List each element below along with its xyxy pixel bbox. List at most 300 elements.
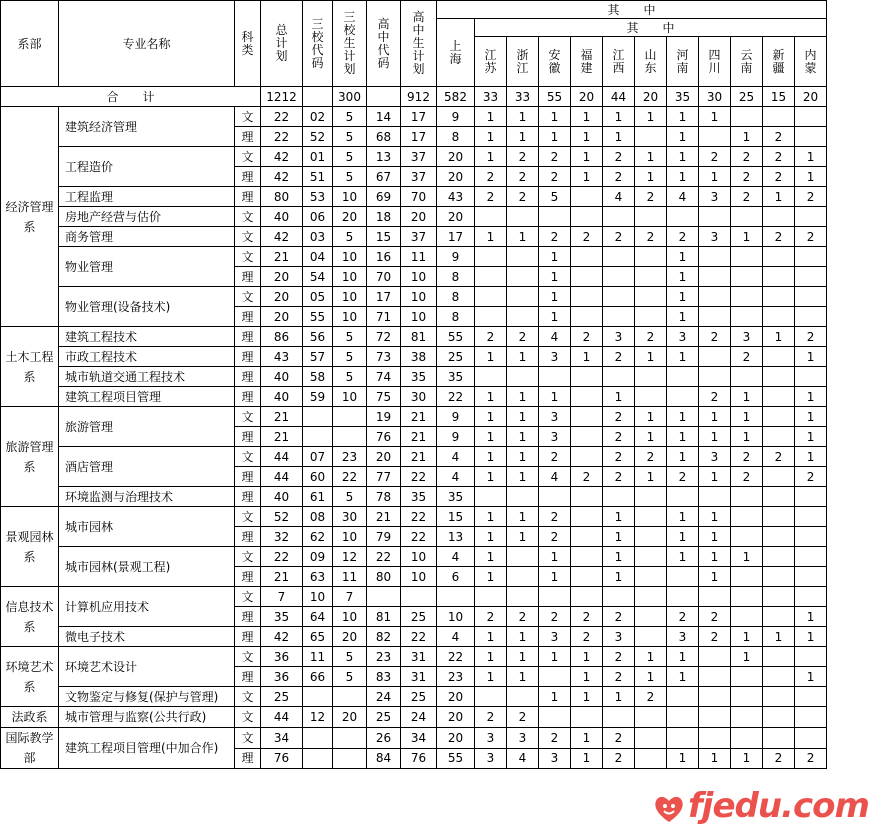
data-cell <box>795 367 827 387</box>
data-cell <box>571 427 603 447</box>
data-cell <box>507 287 539 307</box>
data-cell <box>763 667 795 687</box>
data-cell: 8 <box>437 307 475 327</box>
data-cell: 5 <box>539 187 571 207</box>
data-cell <box>763 407 795 427</box>
data-cell: 68 <box>367 127 401 147</box>
data-cell: 4 <box>507 748 539 769</box>
data-cell: 20 <box>333 707 367 728</box>
data-cell: 2 <box>731 467 763 487</box>
data-cell: 理 <box>235 267 261 287</box>
data-cell: 1 <box>507 527 539 547</box>
header-province <box>763 37 795 87</box>
data-cell: 2 <box>699 147 731 167</box>
data-cell <box>401 587 437 607</box>
data-cell: 1 <box>635 167 667 187</box>
data-cell: 35 <box>401 487 437 507</box>
data-cell: 1 <box>507 507 539 527</box>
major-cell: 建筑工程项目管理(中加合作) <box>59 728 235 769</box>
data-cell: 1 <box>763 187 795 207</box>
data-cell <box>303 427 333 447</box>
data-cell: 1 <box>507 467 539 487</box>
data-cell <box>763 387 795 407</box>
data-cell: 1 <box>667 427 699 447</box>
data-cell <box>635 267 667 287</box>
totals-cell: 33 <box>507 87 539 107</box>
data-cell: 1 <box>667 167 699 187</box>
data-cell: 1 <box>475 667 507 687</box>
data-cell <box>475 587 507 607</box>
data-cell: 2 <box>635 227 667 247</box>
data-cell: 2 <box>475 327 507 347</box>
data-cell <box>603 367 635 387</box>
data-cell: 文 <box>235 647 261 667</box>
header-province <box>475 37 507 87</box>
data-cell: 1 <box>731 427 763 447</box>
data-cell <box>571 187 603 207</box>
data-cell: 5 <box>333 367 367 387</box>
data-cell <box>763 247 795 267</box>
data-cell: 2 <box>475 187 507 207</box>
data-cell <box>795 267 827 287</box>
data-cell: 1 <box>667 307 699 327</box>
data-cell: 2 <box>731 147 763 167</box>
totals-cell: 55 <box>539 87 571 107</box>
data-cell: 3 <box>539 627 571 647</box>
data-cell <box>763 467 795 487</box>
data-cell: 67 <box>367 167 401 187</box>
data-cell: 71 <box>367 307 401 327</box>
data-cell: 2 <box>539 607 571 627</box>
major-cell: 建筑工程项目管理 <box>59 387 235 407</box>
header-qizhong-2: 其 中 <box>475 19 827 37</box>
data-cell: 06 <box>303 207 333 227</box>
data-cell: 11 <box>401 247 437 267</box>
header-province-text: 江苏 <box>484 47 497 75</box>
data-cell <box>635 367 667 387</box>
data-cell <box>763 607 795 627</box>
data-cell <box>539 667 571 687</box>
header-province <box>667 37 699 87</box>
data-cell: 2 <box>795 187 827 207</box>
table-row <box>1 187 827 207</box>
data-cell <box>603 207 635 227</box>
data-cell <box>603 707 635 728</box>
data-cell: 05 <box>303 287 333 307</box>
major-cell: 城市园林(景观工程) <box>59 547 235 587</box>
data-cell <box>635 287 667 307</box>
data-cell <box>367 587 401 607</box>
data-cell <box>571 387 603 407</box>
data-cell: 22 <box>401 527 437 547</box>
data-cell: 1 <box>475 407 507 427</box>
data-cell: 6 <box>437 567 475 587</box>
data-cell: 2 <box>507 187 539 207</box>
data-cell: 53 <box>303 187 333 207</box>
data-cell: 1 <box>731 387 763 407</box>
data-cell: 2 <box>603 667 635 687</box>
data-cell <box>699 287 731 307</box>
data-cell: 1 <box>507 627 539 647</box>
data-cell: 3 <box>699 447 731 467</box>
data-cell: 1 <box>699 567 731 587</box>
data-cell <box>731 607 763 627</box>
data-cell <box>571 247 603 267</box>
data-cell <box>475 267 507 287</box>
data-cell: 61 <box>303 487 333 507</box>
data-cell <box>571 567 603 587</box>
data-cell: 2 <box>571 607 603 627</box>
data-cell: 25 <box>401 687 437 707</box>
data-cell: 31 <box>401 667 437 687</box>
data-cell: 2 <box>795 227 827 247</box>
header-three-plan <box>333 1 367 87</box>
data-cell: 1 <box>795 427 827 447</box>
data-cell <box>635 567 667 587</box>
data-cell: 2 <box>763 167 795 187</box>
data-cell <box>731 487 763 507</box>
data-cell: 2 <box>475 707 507 728</box>
data-cell: 08 <box>303 507 333 527</box>
data-cell <box>303 728 333 749</box>
data-cell: 40 <box>261 207 303 227</box>
data-cell <box>795 567 827 587</box>
data-cell: 20 <box>261 307 303 327</box>
data-cell: 1 <box>731 647 763 667</box>
data-cell <box>571 707 603 728</box>
header-dept: 系部 <box>1 1 59 87</box>
data-cell: 1 <box>539 267 571 287</box>
data-cell <box>667 587 699 607</box>
header-total-plan-text: 总计划 <box>275 23 288 63</box>
data-cell <box>571 547 603 567</box>
data-cell: 1 <box>795 407 827 427</box>
department-cell: 国际教学部 <box>1 728 59 769</box>
header-three-code-text: 三校代码 <box>311 16 324 70</box>
data-cell: 1 <box>795 667 827 687</box>
data-cell <box>539 207 571 227</box>
department-cell: 环境艺术系 <box>1 647 59 707</box>
data-cell: 2 <box>475 167 507 187</box>
major-cell: 微电子技术 <box>59 627 235 647</box>
data-cell: 1 <box>763 627 795 647</box>
data-cell: 1 <box>795 447 827 467</box>
data-cell: 18 <box>367 207 401 227</box>
data-cell: 31 <box>401 647 437 667</box>
data-cell <box>699 247 731 267</box>
data-cell: 2 <box>571 467 603 487</box>
data-cell: 文 <box>235 728 261 749</box>
data-cell <box>731 527 763 547</box>
data-cell <box>635 207 667 227</box>
data-cell: 20 <box>437 728 475 749</box>
header-province-text: 河南 <box>676 47 689 75</box>
data-cell: 34 <box>261 728 303 749</box>
data-cell: 理 <box>235 567 261 587</box>
department-cell: 景观园林系 <box>1 507 59 587</box>
data-cell: 1 <box>603 107 635 127</box>
data-cell: 20 <box>437 207 475 227</box>
data-cell: 1 <box>603 567 635 587</box>
data-cell: 理 <box>235 127 261 147</box>
data-cell: 40 <box>261 387 303 407</box>
data-cell: 1 <box>475 527 507 547</box>
data-cell: 4 <box>437 467 475 487</box>
data-cell: 文 <box>235 687 261 707</box>
data-cell: 76 <box>401 748 437 769</box>
data-cell: 2 <box>603 347 635 367</box>
data-cell: 23 <box>437 667 475 687</box>
data-cell: 文 <box>235 107 261 127</box>
data-cell: 文 <box>235 147 261 167</box>
major-cell: 城市轨道交通工程技术 <box>59 367 235 387</box>
data-cell: 2 <box>763 447 795 467</box>
data-cell <box>475 687 507 707</box>
heart-icon <box>652 792 686 826</box>
data-cell: 1 <box>667 347 699 367</box>
data-cell <box>571 307 603 327</box>
data-cell: 79 <box>367 527 401 547</box>
data-cell <box>763 347 795 367</box>
totals-cell: 20 <box>635 87 667 107</box>
data-cell: 1 <box>571 147 603 167</box>
data-cell: 36 <box>261 647 303 667</box>
data-cell: 64 <box>303 607 333 627</box>
data-cell: 1 <box>571 347 603 367</box>
data-cell <box>333 407 367 427</box>
department-cell: 法政系 <box>1 707 59 728</box>
totals-cell: 582 <box>437 87 475 107</box>
data-cell: 1 <box>795 167 827 187</box>
major-cell: 市政工程技术 <box>59 347 235 367</box>
data-cell: 理 <box>235 748 261 769</box>
data-cell: 86 <box>261 327 303 347</box>
data-cell: 1 <box>475 387 507 407</box>
header-province <box>507 37 539 87</box>
header-province-text: 四川 <box>708 47 721 75</box>
data-cell <box>699 687 731 707</box>
data-cell <box>667 367 699 387</box>
data-cell <box>763 287 795 307</box>
data-cell: 13 <box>367 147 401 167</box>
data-cell: 1 <box>539 287 571 307</box>
table-row <box>1 147 827 167</box>
data-cell: 1 <box>699 507 731 527</box>
data-cell: 1 <box>603 507 635 527</box>
data-cell: 23 <box>367 647 401 667</box>
data-cell: 文 <box>235 227 261 247</box>
data-cell: 1 <box>667 147 699 167</box>
data-cell: 1 <box>795 607 827 627</box>
data-cell: 2 <box>795 467 827 487</box>
data-cell: 3 <box>699 187 731 207</box>
totals-cell: 30 <box>699 87 731 107</box>
data-cell: 04 <box>303 247 333 267</box>
data-cell: 70 <box>401 187 437 207</box>
data-cell <box>303 407 333 427</box>
data-cell: 2 <box>603 748 635 769</box>
totals-cell: 300 <box>333 87 367 107</box>
data-cell: 11 <box>303 647 333 667</box>
data-cell: 3 <box>731 327 763 347</box>
header-category <box>235 1 261 87</box>
table-row <box>1 647 827 667</box>
data-cell: 44 <box>261 467 303 487</box>
header-three-plan-text: 三校生计划 <box>343 10 356 76</box>
header-province-text: 内蒙 <box>804 47 817 75</box>
table-row <box>1 407 827 427</box>
data-cell: 15 <box>437 507 475 527</box>
data-cell: 1 <box>475 647 507 667</box>
data-cell: 5 <box>333 487 367 507</box>
data-cell: 1 <box>539 247 571 267</box>
data-cell <box>795 127 827 147</box>
data-cell: 10 <box>401 307 437 327</box>
data-cell <box>635 587 667 607</box>
data-cell: 35 <box>401 367 437 387</box>
data-cell: 37 <box>401 227 437 247</box>
data-cell: 10 <box>401 267 437 287</box>
data-cell: 42 <box>261 147 303 167</box>
data-cell: 2 <box>507 327 539 347</box>
data-cell: 文 <box>235 247 261 267</box>
data-cell <box>763 647 795 667</box>
major-cell: 建筑经济管理 <box>59 107 235 147</box>
data-cell: 1 <box>603 547 635 567</box>
data-cell <box>763 547 795 567</box>
data-cell: 57 <box>303 347 333 367</box>
data-cell: 理 <box>235 347 261 367</box>
data-cell: 2 <box>603 728 635 749</box>
data-cell: 15 <box>367 227 401 247</box>
data-cell <box>699 728 731 749</box>
data-cell <box>731 207 763 227</box>
data-cell: 1 <box>635 107 667 127</box>
data-cell: 1 <box>731 227 763 247</box>
data-cell: 5 <box>333 147 367 167</box>
major-cell: 建筑工程技术 <box>59 327 235 347</box>
major-cell: 工程监理 <box>59 187 235 207</box>
data-cell <box>731 287 763 307</box>
data-cell <box>667 567 699 587</box>
major-cell: 城市管理与监察(公共行政) <box>59 707 235 728</box>
data-cell: 36 <box>261 667 303 687</box>
totals-label: 合 计 <box>1 87 261 107</box>
data-cell: 02 <box>303 107 333 127</box>
data-cell: 2 <box>635 187 667 207</box>
data-cell <box>475 207 507 227</box>
data-cell: 1 <box>571 667 603 687</box>
data-cell: 4 <box>437 547 475 567</box>
data-cell: 1 <box>667 287 699 307</box>
data-cell: 2 <box>603 147 635 167</box>
data-cell <box>475 307 507 327</box>
data-cell <box>635 547 667 567</box>
data-cell <box>731 107 763 127</box>
data-cell: 1 <box>603 687 635 707</box>
data-cell: 43 <box>261 347 303 367</box>
header-province-text: 安徽 <box>548 47 561 75</box>
data-cell <box>763 427 795 447</box>
data-cell: 1 <box>539 547 571 567</box>
data-cell <box>699 587 731 607</box>
table-row <box>1 487 827 507</box>
data-cell: 81 <box>367 607 401 627</box>
data-cell: 10 <box>333 267 367 287</box>
data-cell: 4 <box>539 467 571 487</box>
data-cell: 1 <box>699 467 731 487</box>
data-cell: 1 <box>539 387 571 407</box>
data-cell <box>571 367 603 387</box>
header-province-text: 福建 <box>580 47 593 75</box>
data-cell: 72 <box>367 327 401 347</box>
data-cell: 30 <box>333 507 367 527</box>
table-row <box>1 387 827 407</box>
data-cell: 11 <box>333 567 367 587</box>
data-cell <box>635 748 667 769</box>
data-cell: 21 <box>401 447 437 467</box>
header-province <box>571 37 603 87</box>
data-cell: 21 <box>401 407 437 427</box>
totals-cell: 912 <box>401 87 437 107</box>
data-cell <box>699 647 731 667</box>
data-cell <box>667 387 699 407</box>
table-row <box>1 627 827 647</box>
data-cell <box>571 587 603 607</box>
data-cell: 9 <box>437 247 475 267</box>
table-row <box>1 287 827 307</box>
data-cell <box>763 587 795 607</box>
header-hs-code <box>367 1 401 87</box>
data-cell <box>731 587 763 607</box>
data-cell: 5 <box>333 167 367 187</box>
data-cell: 4 <box>437 627 475 647</box>
data-cell: 42 <box>261 627 303 647</box>
data-cell <box>475 247 507 267</box>
data-cell: 10 <box>333 387 367 407</box>
data-cell: 42 <box>261 227 303 247</box>
data-cell <box>731 667 763 687</box>
data-cell: 1 <box>475 567 507 587</box>
data-cell: 1 <box>795 387 827 407</box>
data-cell: 07 <box>303 447 333 467</box>
header-three-code <box>303 1 333 87</box>
data-cell: 2 <box>699 607 731 627</box>
data-cell: 60 <box>303 467 333 487</box>
data-cell <box>603 307 635 327</box>
data-cell: 文 <box>235 447 261 467</box>
data-cell: 4 <box>667 187 699 207</box>
data-cell: 理 <box>235 327 261 347</box>
data-cell <box>667 707 699 728</box>
data-cell <box>731 307 763 327</box>
data-cell: 1 <box>667 407 699 427</box>
data-cell <box>539 707 571 728</box>
data-cell: 3 <box>539 407 571 427</box>
data-cell: 5 <box>333 647 367 667</box>
data-cell <box>667 487 699 507</box>
data-cell: 20 <box>437 167 475 187</box>
data-cell <box>763 107 795 127</box>
data-cell: 3 <box>603 627 635 647</box>
data-cell: 理 <box>235 387 261 407</box>
data-cell: 5 <box>333 667 367 687</box>
data-cell: 2 <box>731 187 763 207</box>
data-cell: 文 <box>235 707 261 728</box>
data-cell: 1 <box>699 167 731 187</box>
data-cell: 理 <box>235 187 261 207</box>
data-cell: 10 <box>437 607 475 627</box>
